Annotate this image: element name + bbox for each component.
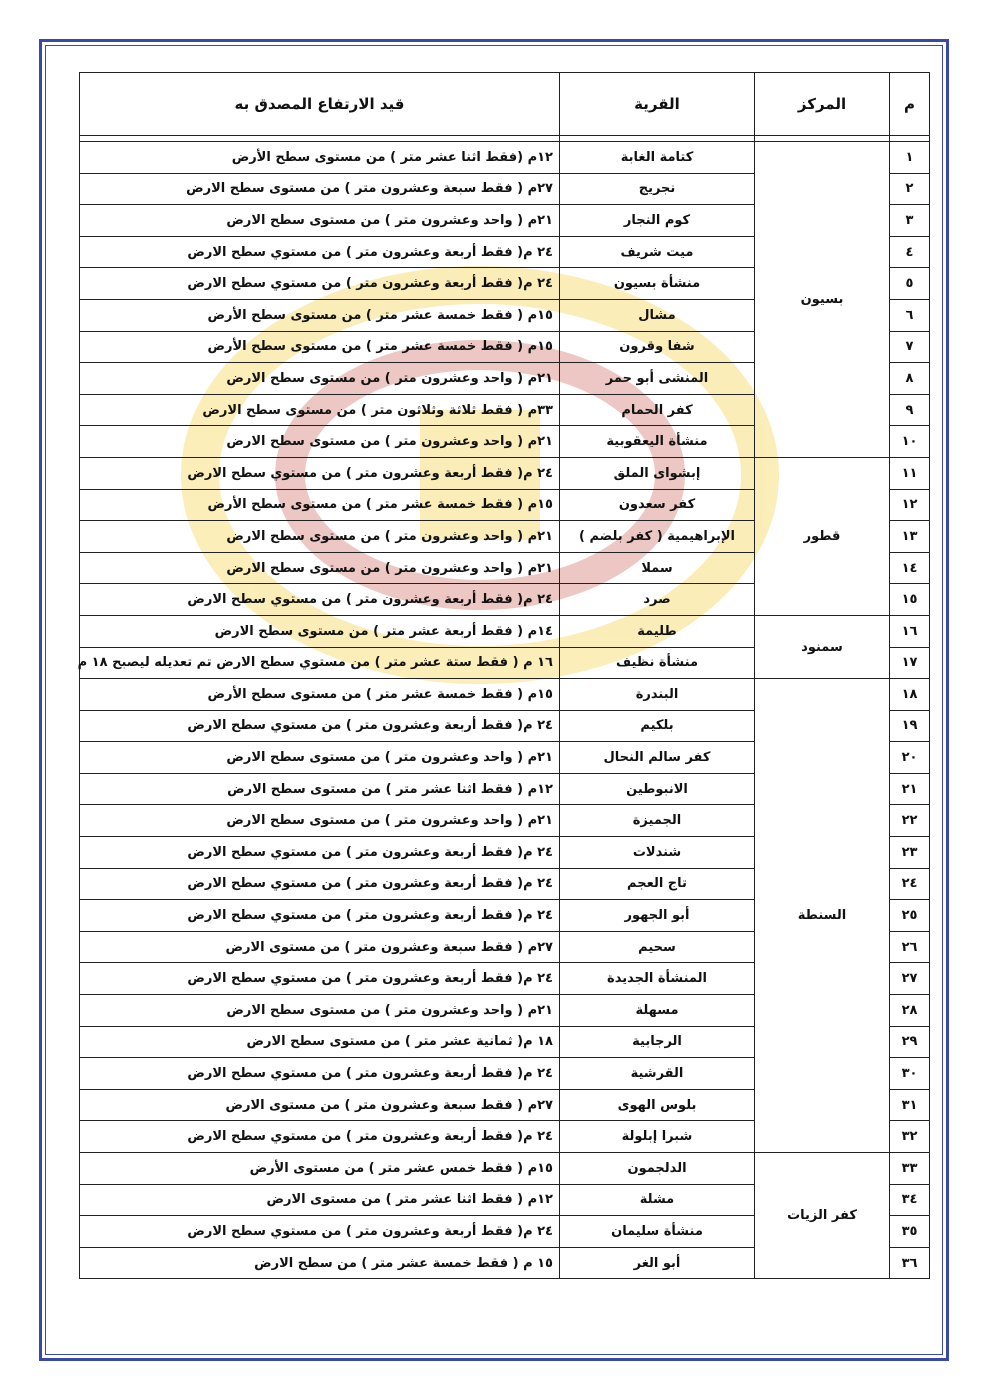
header-limit: قيد الارتفاع المصدق به	[80, 73, 560, 136]
row-number: ٧	[890, 331, 930, 363]
village-name: سحيم	[560, 931, 755, 963]
row-number: ١٦	[890, 615, 930, 647]
height-limit: ٢١م ( واحد وعشرون متر ) من مستوى سطح الارض	[80, 552, 560, 584]
height-limit: ٢٧م ( فقط سبعة وعشرون متر ) من مستوى الارض	[80, 1089, 560, 1121]
height-limit: ٢٤ م( فقط أربعة وعشرون متر ) من مستوي سطح الارض	[80, 900, 560, 932]
height-limit: ١٢م ( فقط اثنا عشر متر ) من مستوى الارض	[80, 1184, 560, 1216]
height-limit: ٢٤ م( فقط أربعة وعشرون متر ) من مستوي سطح الارض	[80, 963, 560, 995]
village-name: الإبراهيمية ( كفر بلضم )	[560, 521, 755, 553]
row-number: ٢٤	[890, 868, 930, 900]
village-name: الرجابية	[560, 1026, 755, 1058]
height-limit: ١٢م ( فقط اثنا عشر متر ) من مستوى سطح الارض	[80, 773, 560, 805]
row-number: ٥	[890, 268, 930, 300]
height-limit: ٢١م ( واحد وعشرون متر ) من مستوى سطح الارض	[80, 742, 560, 774]
row-number: ٤	[890, 236, 930, 268]
header-village: القرية	[560, 73, 755, 136]
height-limit: ٢٤ م( فقط أربعة وعشرون متر ) من مستوي سطح الارض	[80, 710, 560, 742]
row-number: ٣١	[890, 1089, 930, 1121]
height-limit: ١٥م ( فقط خمسة عشر متر ) من مستوى سطح الأرض	[80, 489, 560, 521]
row-number: ٣٤	[890, 1184, 930, 1216]
row-number: ٢٦	[890, 931, 930, 963]
village-name: شندلات	[560, 837, 755, 869]
table-row	[80, 1153, 930, 1185]
row-number: ٢٢	[890, 805, 930, 837]
village-name: أبو الجهور	[560, 900, 755, 932]
row-number: ١٧	[890, 647, 930, 679]
row-number: ١٤	[890, 552, 930, 584]
row-number: ١١	[890, 457, 930, 489]
row-number: ٣٦	[890, 1247, 930, 1279]
height-limit: ٢١م ( واحد وعشرون متر ) من مستوى سطح الارض	[80, 363, 560, 395]
height-limit: ٢٧م ( فقط سبعة وعشرون متر ) من مستوى الارض	[80, 931, 560, 963]
village-name: كوم النجار	[560, 205, 755, 237]
height-limit: ٢٧م ( فقط سبعة وعشرون متر ) من مستوى سطح الارض	[80, 173, 560, 205]
row-number: ٢	[890, 173, 930, 205]
row-number: ١٢	[890, 489, 930, 521]
row-number: ٢٣	[890, 837, 930, 869]
table-row	[80, 679, 930, 711]
village-name: مسهلة	[560, 995, 755, 1027]
village-name: كتامة الغابة	[560, 142, 755, 174]
village-name: المنشى أبو حمر	[560, 363, 755, 395]
height-limit: ١٨ م( ثمانية عشر متر ) من مستوى سطح الارض	[80, 1026, 560, 1058]
height-limit: ١٥م ( فقط خمسة عشر متر ) من مستوى سطح الأرض	[80, 331, 560, 363]
center-name: قطور	[755, 457, 890, 615]
height-limit: ٢٤ م( فقط أربعة وعشرون متر ) من مستوي سطح الارض	[80, 268, 560, 300]
row-number: ٣٣	[890, 1153, 930, 1185]
height-limit: ١٦ م ( فقط ستة عشر متر ) من مستوي سطح الارض تم تعديله ليصبح ١٨ م	[80, 647, 560, 679]
height-limit: ١٥م ( فقط خمسة عشر متر ) من مستوى سطح الأرض	[80, 299, 560, 331]
village-name: منشأة اليعقوبية	[560, 426, 755, 458]
row-number: ١٨	[890, 679, 930, 711]
village-name: طليمة	[560, 615, 755, 647]
village-name: ميت شريف	[560, 236, 755, 268]
table-row	[80, 457, 930, 489]
header-num: م	[890, 73, 930, 136]
village-name: الانبوطين	[560, 773, 755, 805]
height-limit: ٢٤ م( فقط أربعة وعشرون متر ) من مستوي سطح الارض	[80, 457, 560, 489]
village-name: منشأة سليمان	[560, 1216, 755, 1248]
height-limit: ١٥ م ( فقط خمسة عشر متر ) من سطح الارض	[80, 1247, 560, 1279]
village-name: شبرا إبلولة	[560, 1121, 755, 1153]
village-name: البندرة	[560, 679, 755, 711]
village-name: بلكيم	[560, 710, 755, 742]
height-limit: ٢٤ م( فقط أربعة وعشرون متر ) من مستوي سطح الارض	[80, 1216, 560, 1248]
row-number: ١٠	[890, 426, 930, 458]
village-name: كفر سالم النحال	[560, 742, 755, 774]
height-limit: ٢٤ م( فقط أربعة وعشرون متر ) من مستوي سطح الارض	[80, 837, 560, 869]
height-limit: ٢١م ( واحد وعشرون متر ) من مستوى سطح الارض	[80, 521, 560, 553]
row-number: ٢١	[890, 773, 930, 805]
row-number: ٢٠	[890, 742, 930, 774]
row-number: ٨	[890, 363, 930, 395]
center-name: سمنود	[755, 615, 890, 678]
village-name: منشأة نظيف	[560, 647, 755, 679]
row-number: ٢٨	[890, 995, 930, 1027]
village-name: كفر سعدون	[560, 489, 755, 521]
village-name: الدلجمون	[560, 1153, 755, 1185]
village-name: منشأة بسيون	[560, 268, 755, 300]
village-name: مشال	[560, 299, 755, 331]
village-name: صرد	[560, 584, 755, 616]
height-limit: ١٤م ( فقط أربعة عشر متر ) من مستوى سطح الارض	[80, 615, 560, 647]
height-limit: ١٢م (فقط اثنا عشر متر ) من مستوى سطح الأرض	[80, 142, 560, 174]
header-center: المركز	[755, 73, 890, 136]
table-row	[80, 142, 930, 174]
row-number: ٩	[890, 394, 930, 426]
row-number: ٢٥	[890, 900, 930, 932]
height-limit: ٢١م ( واحد وعشرون متر ) من مستوى سطح الارض	[80, 995, 560, 1027]
row-number: ٦	[890, 299, 930, 331]
table-body	[77, 142, 930, 1279]
village-name: شفا وقرون	[560, 331, 755, 363]
row-number: ٣٥	[890, 1216, 930, 1248]
village-name: كفر الحمام	[560, 394, 755, 426]
row-number: ٢٩	[890, 1026, 930, 1058]
village-name: نجريج	[560, 173, 755, 205]
village-name: القرشية	[560, 1058, 755, 1090]
height-limit: ٢٤ م( فقط أربعة وعشرون متر ) من مستوي سطح الارض	[80, 584, 560, 616]
height-limit: ٢٤ م( فقط أربعة وعشرون متر ) من مستوي سطح الارض	[80, 868, 560, 900]
height-limit: ١٥م ( فقط خمسة عشر متر ) من مستوى سطح الأرض	[80, 679, 560, 711]
height-limit: ٢١م ( واحد وعشرون متر ) من مستوى سطح الارض	[80, 205, 560, 237]
village-name: المنشأة الجديدة	[560, 963, 755, 995]
table-row	[80, 615, 930, 647]
row-number: ٣	[890, 205, 930, 237]
height-limit: ٢١م ( واحد وعشرون متر ) من مستوى سطح الارض	[80, 805, 560, 837]
height-limit: ٢٤ م( فقط أربعة وعشرون متر ) من مستوي سطح الارض	[80, 1121, 560, 1153]
table-header-row	[80, 73, 930, 136]
height-limit: ٢٤ م( فقط أربعة وعشرون متر ) من مستوي سطح الارض	[80, 1058, 560, 1090]
village-name: تاج العجم	[560, 868, 755, 900]
row-number: ١٩	[890, 710, 930, 742]
height-limit: ١٥م ( فقط خمس عشر متر ) من مستوى الأرض	[80, 1153, 560, 1185]
center-name: السنطة	[755, 679, 890, 1153]
row-number: ٢٧	[890, 963, 930, 995]
center-name: كفر الزيات	[755, 1153, 890, 1279]
row-number: ١٣	[890, 521, 930, 553]
center-name: بسيون	[755, 142, 890, 458]
height-limit: ٢٤ م( فقط أربعة وعشرون متر ) من مستوي سطح الارض	[80, 236, 560, 268]
village-name: الجميزة	[560, 805, 755, 837]
row-number: ٣٠	[890, 1058, 930, 1090]
village-name: أبو الغر	[560, 1247, 755, 1279]
height-limits-table	[79, 72, 930, 1279]
village-name: إبشواى الملق	[560, 457, 755, 489]
village-name: سملا	[560, 552, 755, 584]
row-number: ١٥	[890, 584, 930, 616]
height-limit: ٢١م ( واحد وعشرون متر ) من مستوى سطح الارض	[80, 426, 560, 458]
height-limit: ٣٣م ( فقط ثلاثة وثلاثون متر ) من مستوى سطح الارض	[80, 394, 560, 426]
village-name: مشلة	[560, 1184, 755, 1216]
row-number: ٣٢	[890, 1121, 930, 1153]
village-name: بلوس الهوى	[560, 1089, 755, 1121]
row-number: ١	[890, 142, 930, 174]
